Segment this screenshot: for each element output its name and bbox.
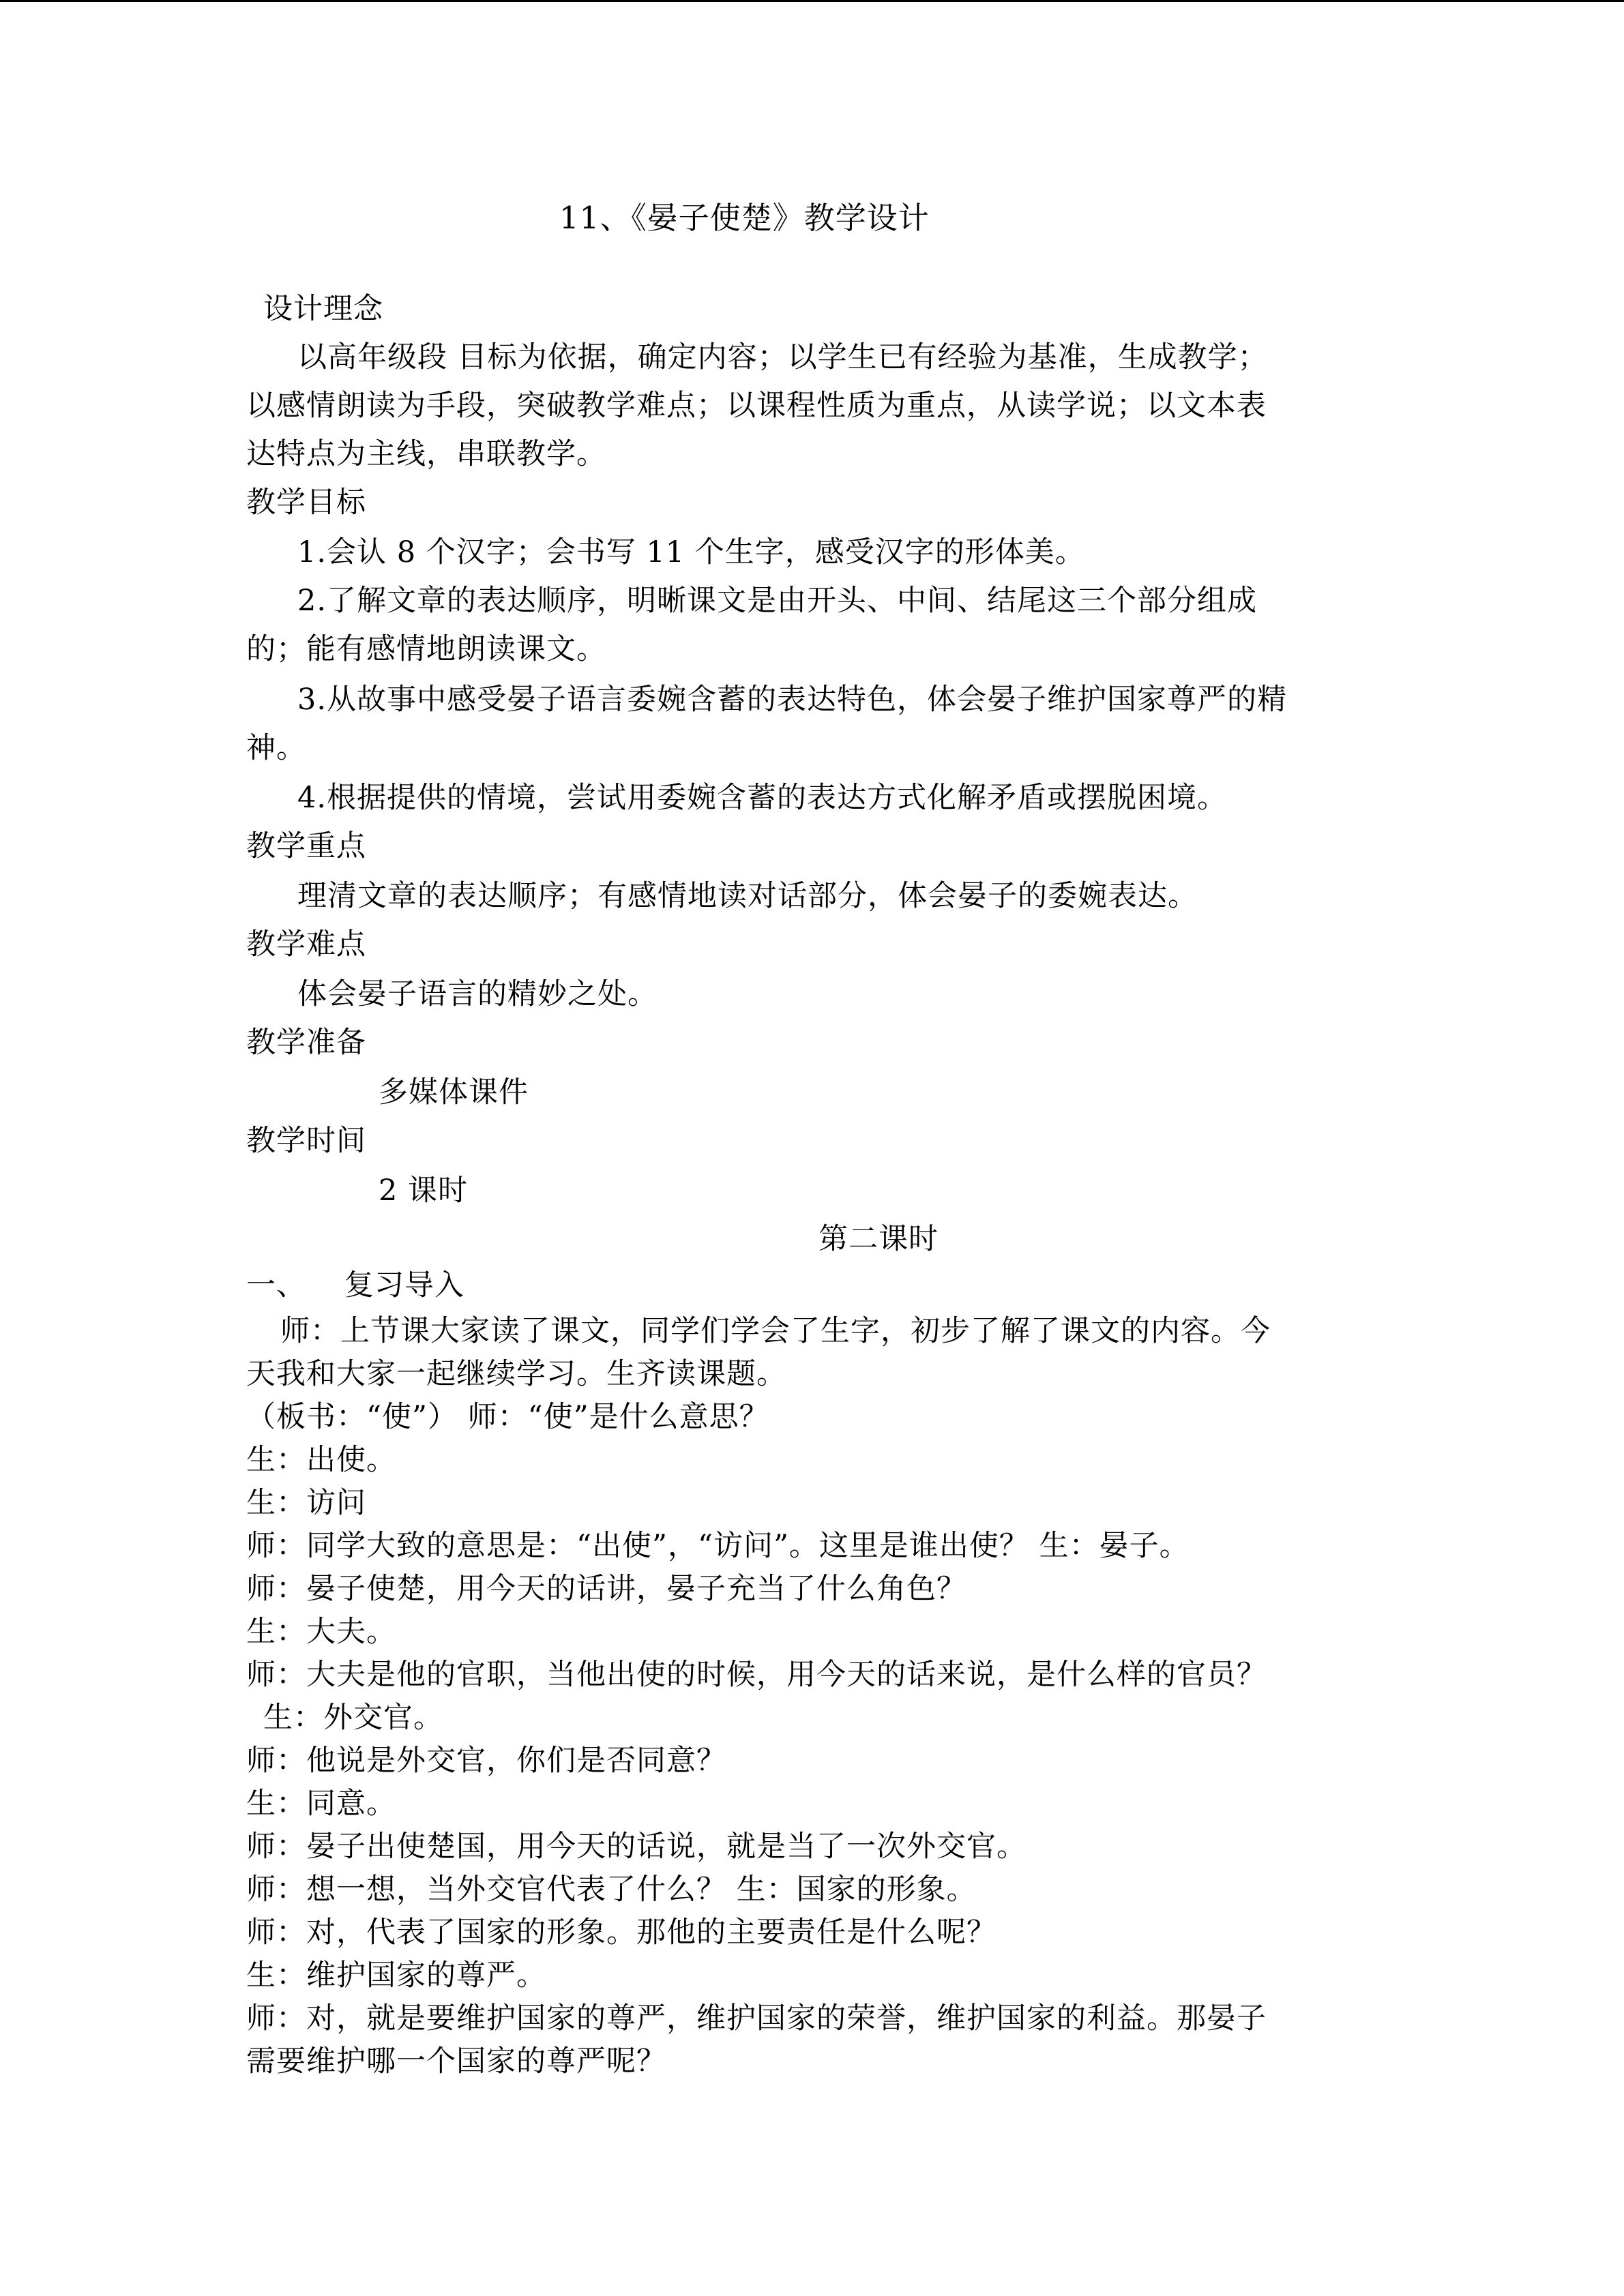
objective-line: 4.根据提供的情境，尝试用委婉含蓄的表达方式化解矛盾或摆脱困境。 (297, 781, 1228, 815)
dialogue-line: 生：同意。 (246, 1787, 396, 1821)
design-concept-line: 达特点为主线，串联教学。 (246, 437, 606, 471)
design-concept-heading: 设计理念 (263, 292, 383, 326)
difficulties-text: 体会晏子语言的精妙之处。 (297, 977, 658, 1011)
document-title: 11、《晏子使楚》教学设计 (559, 200, 930, 236)
dialogue-line: 师：晏子出使楚国，用今天的话说，就是当了一次外交官。 (246, 1830, 1027, 1864)
dialogue-line: 需要维护哪一个国家的尊严呢？ (246, 2044, 666, 2078)
preparation-heading: 教学准备 (246, 1026, 366, 1060)
dialogue-line: 生：出使。 (246, 1443, 396, 1477)
dialogue-line: 生：外交官。 (263, 1701, 443, 1735)
dialogue-line: 师：同学大致的意思是：“出使”，“访问”。这里是谁出使？ 生：晏子。 (246, 1529, 1190, 1563)
objective-line: 神。 (246, 731, 306, 765)
time-text: 2 课时 (379, 1174, 469, 1208)
top-border-rule (0, 0, 1624, 2)
dialogue-line: 师：对，就是要维护国家的尊严，维护国家的荣誉，维护国家的利益。那晏子 (246, 2001, 1267, 2036)
dialogue-line: 生：访问 (246, 1486, 366, 1520)
key-points-text: 理清文章的表达顺序；有感情地读对话部分，体会晏子的委婉表达。 (297, 879, 1198, 913)
dialogue-line: 师：大夫是他的官职，当他出使的时候，用今天的话来说，是什么样的官员？ (246, 1658, 1267, 1692)
design-concept-line: 以高年级段 目标为依据，确定内容；以学生已有经验为基准，生成教学； (297, 340, 1268, 374)
dialogue-line: （板书：“使”） 师：“使”是什么意思？ (246, 1400, 769, 1434)
time-heading: 教学时间 (246, 1124, 366, 1158)
dialogue-line: 师：对，代表了国家的形象。那他的主要责任是什么呢？ (246, 1915, 996, 1950)
dialogue-line: 师：晏子使楚，用今天的话讲，晏子充当了什么角色？ (246, 1572, 966, 1606)
objective-line: 的；能有感情地朗读课文。 (246, 632, 606, 666)
objective-line: 2.了解文章的表达顺序，明晰课文是由开头、中间、结尾这三个部分组成 (297, 584, 1258, 618)
dialogue-line: 师：上节课大家读了课文，同学们学会了生字，初步了解了课文的内容。今 (280, 1314, 1271, 1348)
preparation-text: 多媒体课件 (379, 1075, 529, 1109)
dialogue-line: 天我和大家一起继续学习。生齐读课题。 (246, 1357, 786, 1391)
dialogue-line: 师：他说是外交官，你们是否同意？ (246, 1744, 726, 1778)
lesson-heading: 第二课时 (818, 1222, 939, 1256)
dialogue-line: 生：大夫。 (246, 1615, 396, 1649)
section-title: 复习导入 (344, 1268, 464, 1302)
dialogue-line: 生：维护国家的尊严。 (246, 1958, 546, 1993)
dialogue-line: 师：想一想，当外交官代表了什么？ 生：国家的形象。 (246, 1873, 977, 1907)
design-concept-line: 以感情朗读为手段，突破教学难点；以课程性质为重点，从读学说；以文本表 (246, 389, 1267, 423)
section-number: 一、 (246, 1268, 306, 1302)
objective-line: 3.从故事中感受晏子语言委婉含蓄的表达特色，体会晏子维护国家尊严的精 (297, 683, 1288, 717)
objective-line: 1.会认 8 个汉字；会书写 11 个生字，感受汉字的形体美。 (297, 535, 1085, 569)
difficulties-heading: 教学难点 (246, 927, 366, 961)
key-points-heading: 教学重点 (246, 829, 366, 863)
objectives-heading: 教学目标 (246, 486, 366, 520)
